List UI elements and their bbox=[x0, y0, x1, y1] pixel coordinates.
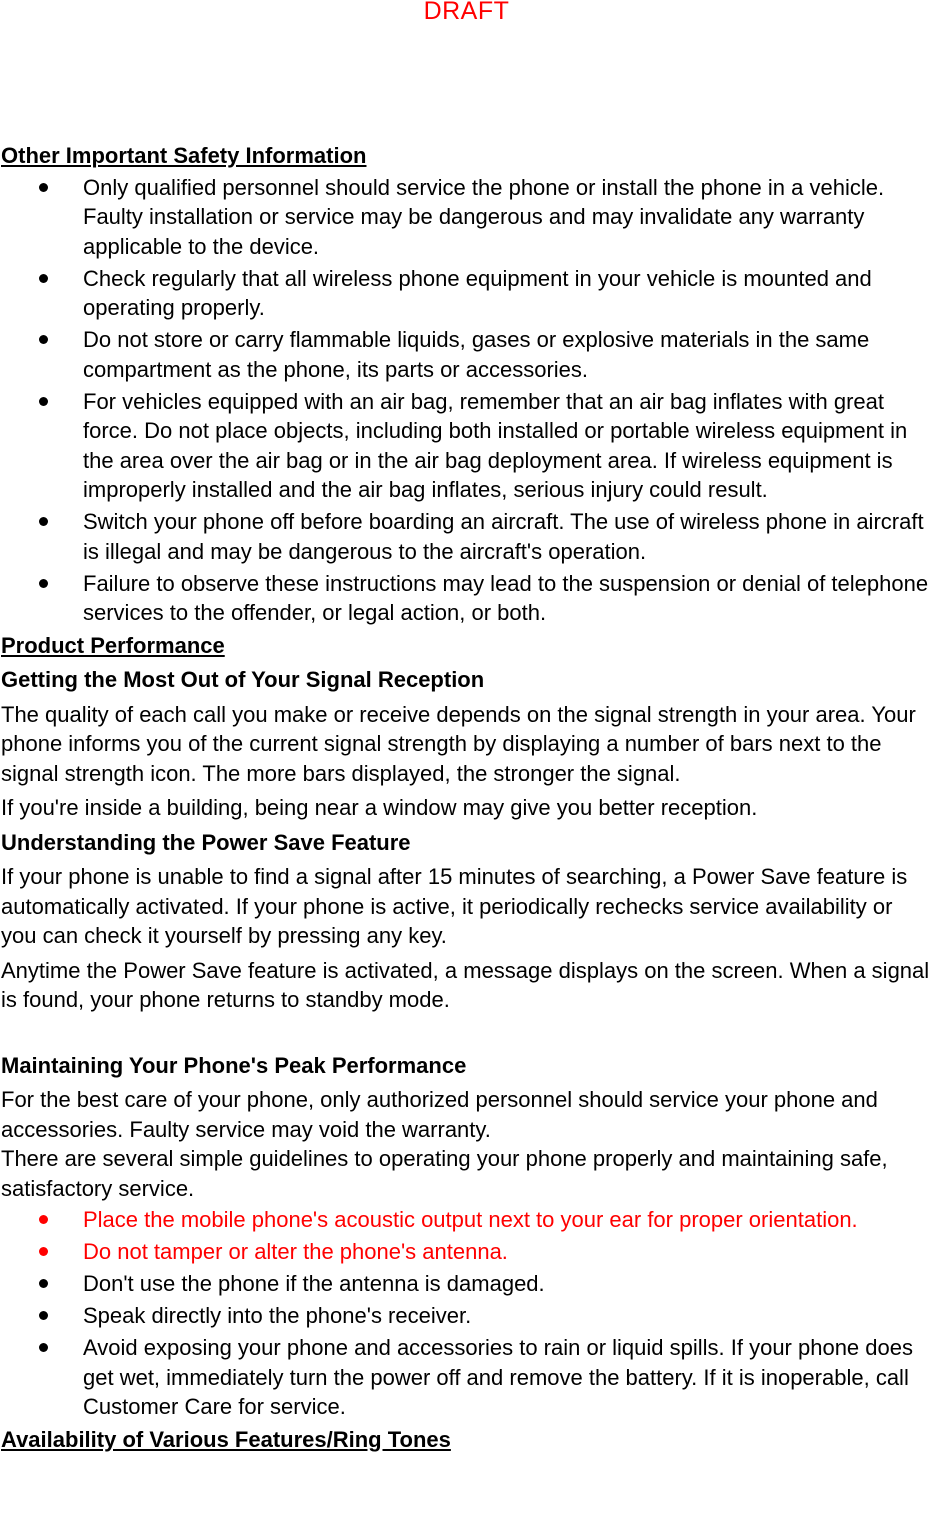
list-item bbox=[1, 387, 933, 505]
availability-heading: Availability of Various Features/Ring Tones bbox=[1, 1426, 451, 1452]
safety-list bbox=[1, 173, 933, 628]
list-item bbox=[1, 1301, 933, 1331]
list-item bbox=[1, 507, 933, 566]
peak-paragraph-2: There are several simple guidelines to operating your phone properly and maintaining safe, satisfactory service. bbox=[1, 1146, 888, 1201]
bullet-icon bbox=[39, 274, 48, 283]
list-item bbox=[1, 1333, 933, 1422]
bullet-icon bbox=[39, 335, 48, 344]
list-item bbox=[1, 173, 933, 262]
list-item-text: Only qualified personnel should service the phone or install the phone in a vehicle. Faulty installation or service may be dangerous and may invalidate any warranty applicable to the device. bbox=[83, 174, 885, 259]
peak-paragraph-1: For the best care of your phone, only authorized personnel should service your phone and accessories. Faulty service may void the warranty. bbox=[1, 1087, 878, 1142]
power-save-title: Understanding the Power Save Feature bbox=[1, 829, 411, 855]
bullet-icon bbox=[39, 517, 48, 526]
bullet-icon bbox=[39, 1279, 48, 1288]
power-save-paragraph-1: If your phone is unable to find a signal after 15 minutes of searching, a Power Save feature is automatically activated. If your phone is active, it periodically rechecks service availability or you can check it yourself by pressing any key. bbox=[1, 864, 908, 949]
list-item bbox=[1, 1237, 933, 1267]
signal-paragraph-2: If you're inside a building, being near a window may give you better reception. bbox=[1, 795, 758, 821]
bullet-icon bbox=[39, 579, 48, 588]
list-item-text: Do not tamper or alter the phone's antenna. bbox=[83, 1239, 508, 1265]
list-item bbox=[1, 1205, 933, 1235]
list-item-text: Speak directly into the phone's receiver. bbox=[83, 1303, 472, 1329]
list-item-text: Place the mobile phone's acoustic output next to your ear for proper orientation. bbox=[83, 1207, 858, 1233]
bullet-icon bbox=[39, 1343, 48, 1352]
safety-heading: Other Important Safety Information bbox=[1, 143, 367, 168]
list-item-text: Failure to observe these instructions may lead to the suspension or denial of telephone services to the offender, or legal action, or both. bbox=[83, 570, 929, 626]
bullet-icon bbox=[39, 183, 48, 192]
signal-title: Getting the Most Out of Your Signal Reception bbox=[1, 667, 485, 693]
bullet-icon bbox=[39, 397, 48, 406]
peak-title: Maintaining Your Phone's Peak Performance bbox=[1, 1052, 467, 1078]
list-item-text: Switch your phone off before boarding an aircraft. The use of wireless phone in aircraft is illegal and may be dangerous to the aircraft's operation. bbox=[83, 509, 924, 564]
list-item bbox=[1, 1269, 933, 1299]
list-item-text: Don't use the phone if the antenna is damaged. bbox=[83, 1271, 545, 1297]
signal-paragraph-1: The quality of each call you make or receive depends on the signal strength in your area. Your phone informs you of the current signal strength by displaying a number of bars next to the signal strength icon. The more bars displayed, the stronger the signal. bbox=[1, 701, 916, 786]
document-body bbox=[1, 141, 933, 1454]
peak-list bbox=[1, 1205, 933, 1422]
list-item-text: Avoid exposing your phone and accessories to rain or liquid spills. If your phone does get wet, immediately turn the power off and remove the battery. If it is inoperable, call Customer Care for service. bbox=[83, 1335, 913, 1420]
draft-watermark: DRAFT bbox=[423, 0, 510, 25]
performance-heading: Product Performance bbox=[1, 632, 225, 658]
list-item bbox=[1, 264, 933, 323]
list-item bbox=[1, 325, 933, 384]
list-item-text: For vehicles equipped with an air bag, remember that an air bag inflates with great force. Do not place objects, including both installed or portable wireless equipment in the area over the air bag or in the air bag deployment area. If wireless equipment is improperly installed and the air bag inflates, serious injury could result. bbox=[83, 388, 908, 503]
bullet-icon bbox=[39, 1311, 48, 1320]
bullet-icon bbox=[39, 1247, 48, 1256]
bullet-icon bbox=[39, 1215, 48, 1224]
list-item bbox=[1, 569, 933, 628]
list-item-text: Do not store or carry flammable liquids, gases or explosive materials in the same compartment as the phone, its parts or accessories. bbox=[83, 327, 870, 382]
power-save-paragraph-2: Anytime the Power Save feature is activated, a message displays on the screen. When a signal is found, your phone returns to standby mode. bbox=[1, 957, 930, 1013]
list-item-text: Check regularly that all wireless phone equipment in your vehicle is mounted and operating properly. bbox=[83, 265, 872, 321]
